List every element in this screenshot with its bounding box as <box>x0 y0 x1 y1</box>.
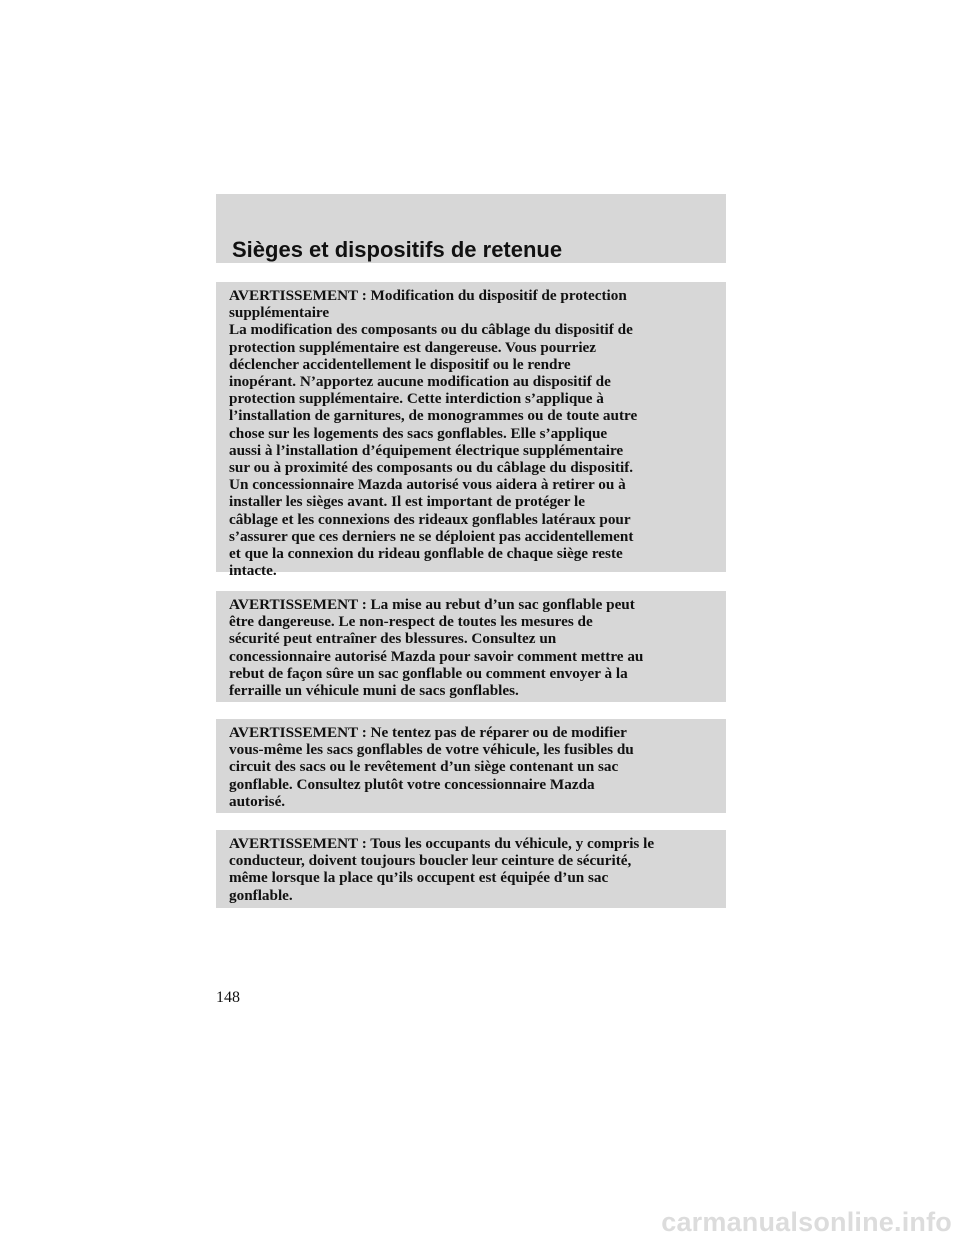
section-header <box>216 194 726 263</box>
warning-box-disposal <box>216 591 726 702</box>
warning-text: AVERTISSEMENT : La mise au rebut d’un sac gonflable peut être dangereuse. Le non-respect de toutes les mesures de sécurité peut entraîner des blessures. Consultez un concessionnaire autorisé Mazda pour savoir comment mettre au rebut de façon sûre un sac gonflable ou comment envoyer à la ferraille un véhicule muni de sacs gonflables. <box>229 596 644 700</box>
watermark: carmanualsonline.info <box>661 1207 952 1237</box>
warning-box-modification <box>216 282 726 580</box>
warning-text: AVERTISSEMENT : Modification du dispositif de protection supplémentaire La modification des composants ou du câblage du dispositif de protection supplémentaire est dangereuse. Vous pourriez déclencher accidentellement le dispositif ou le rendre inopérant. N’apportez aucune modification au dispositif de protection supplémentaire. Cette interdiction s’applique à l’installation de garnitures, de monogrammes ou de toute autre chose sur les logements des sacs gonflables. Elle s’applique aussi à l’installation d’équipement électrique supplémentaire sur ou à proximité des composants ou du câblage du dispositif. Un concessionnaire Mazda autorisé vous aidera à retirer ou à installer les sièges avant. Il est important de protéger le câblage et les connexions des rideaux gonflables latéraux pour s’assurer que ces derniers ne se déploient pas accidentellement et que la connexion du rideau gonflable de chaque siège reste intacte. <box>229 287 638 580</box>
warning-box-repair <box>216 719 726 813</box>
page-number: 148 <box>216 989 240 1006</box>
warning-text: AVERTISSEMENT : Tous les occupants du véhicule, y compris le conducteur, doivent toujours boucler leur ceinture de sécurité, même lorsque la place qu’ils occupent est équipée d’un sac gonflable. <box>229 835 655 904</box>
section-title: Sièges et dispositifs de retenue <box>232 237 563 262</box>
warning-text: AVERTISSEMENT : Ne tentez pas de réparer ou de modifier vous-même les sacs gonflables de votre véhicule, les fusibles du circuit des sacs ou le revêtement d’un siège contenant un sac gonflable. Consultez plutôt votre concessionnaire Mazda autorisé. <box>229 724 634 810</box>
warning-box-seatbelt <box>216 830 726 908</box>
